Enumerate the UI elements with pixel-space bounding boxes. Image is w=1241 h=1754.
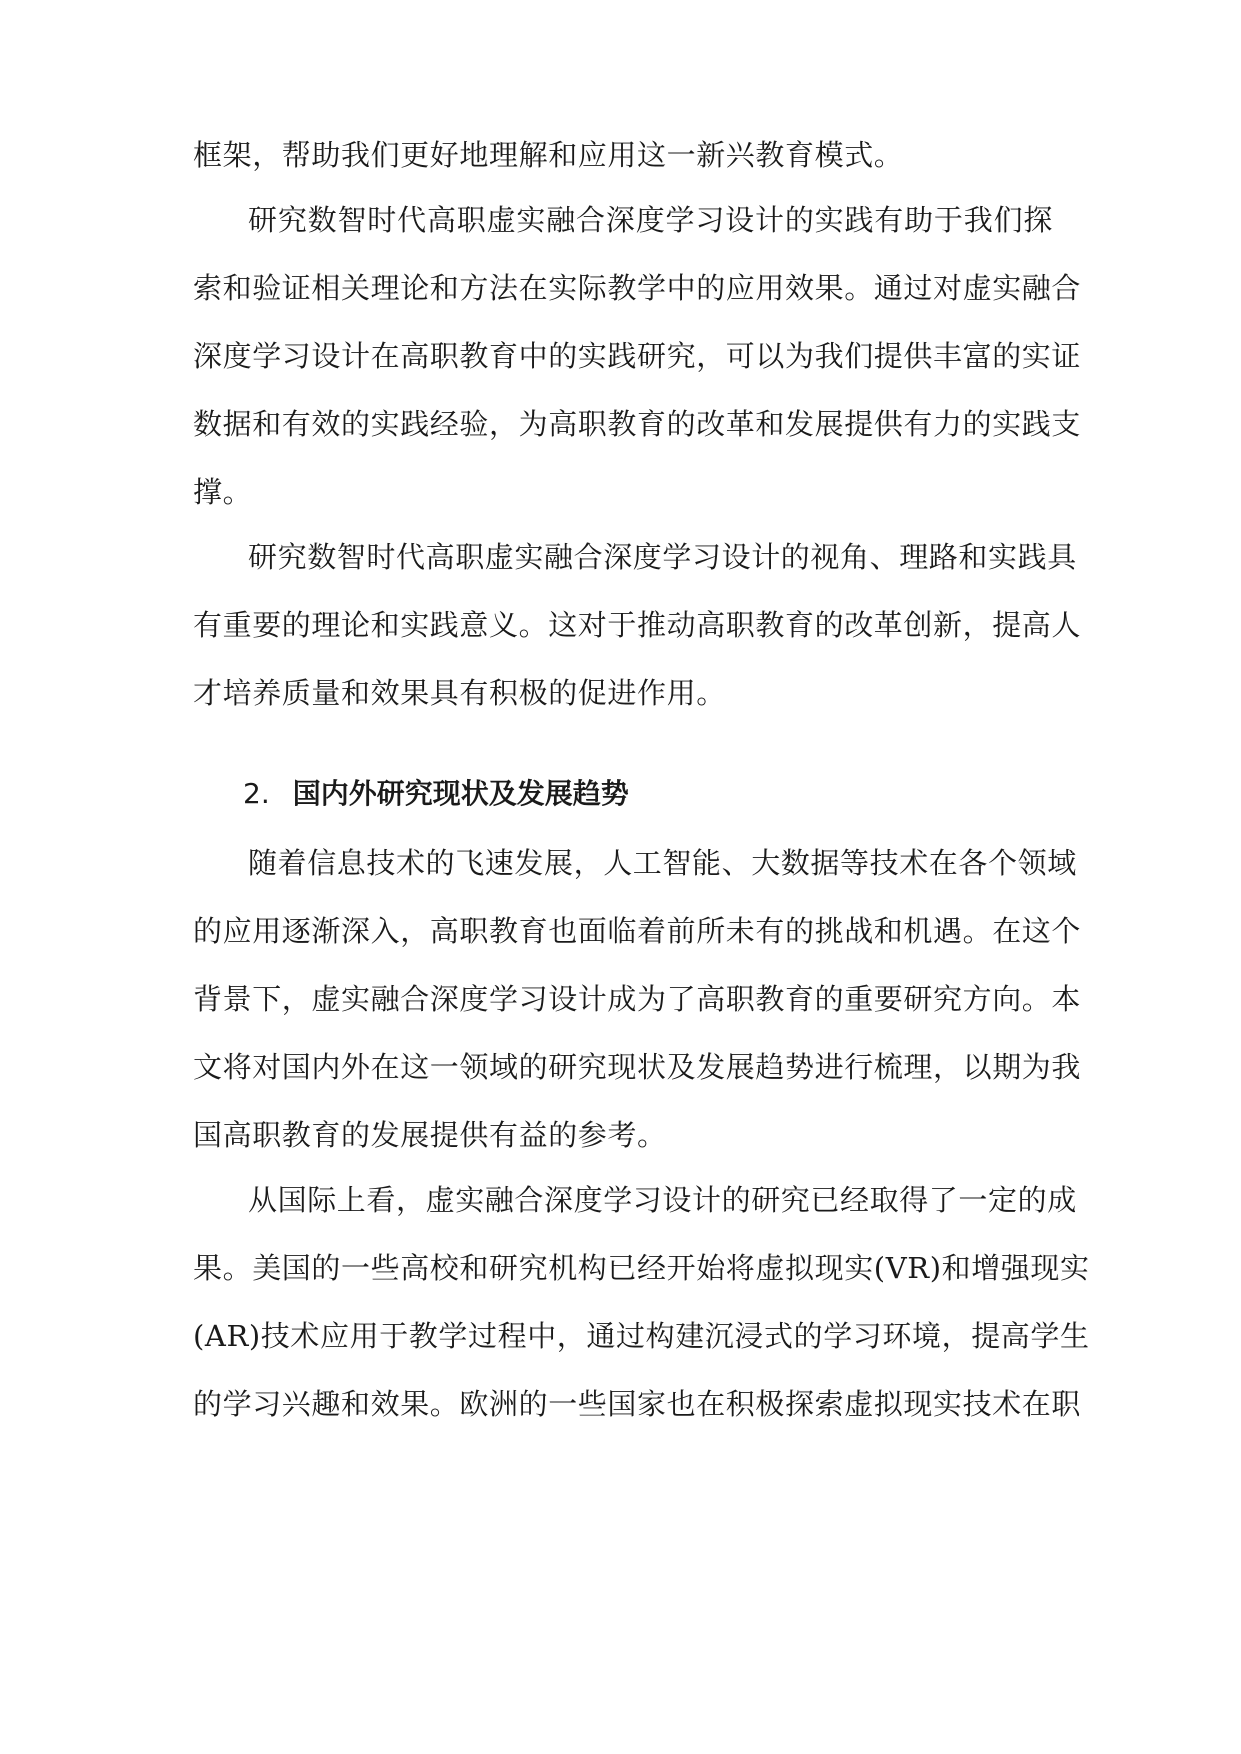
paragraph-line: 背景下，虚实融合深度学习设计成为了高职教育的重要研究方向。本 bbox=[193, 982, 1082, 1016]
paragraph-line: 国高职教育的发展提供有益的参考。 bbox=[193, 1118, 667, 1152]
paragraph-line: (AR)技术应用于教学过程中，通过构建沉浸式的学习环境，提高学生 bbox=[193, 1319, 1090, 1353]
section-number: 2. bbox=[243, 777, 270, 810]
paragraph-line: 才培养质量和效果具有积极的促进作用。 bbox=[193, 676, 726, 710]
paragraph-line: 索和验证相关理论和方法在实际教学中的应用效果。通过对虚实融合 bbox=[193, 271, 1082, 305]
paragraph-line: 随着信息技术的飞速发展，人工智能、大数据等技术在各个领域 bbox=[248, 846, 1077, 880]
paragraph-line: 有重要的理论和实践意义。这对于推动高职教育的改革创新，提高人 bbox=[193, 608, 1082, 642]
section-title: 国内外研究现状及发展趋势 bbox=[292, 777, 629, 810]
paragraph-line: 的应用逐渐深入，高职教育也面临着前所未有的挑战和机遇。在这个 bbox=[193, 914, 1082, 948]
paragraph-line: 研究数智时代高职虚实融合深度学习设计的视角、理路和实践具 bbox=[248, 540, 1077, 574]
section-heading bbox=[243, 774, 1043, 814]
paragraph-line: 文将对国内外在这一领域的研究现状及发展趋势进行梳理，以期为我 bbox=[193, 1050, 1082, 1084]
paragraph-line: 果。美国的一些高校和研究机构已经开始将虚拟现实(VR)和增强现实 bbox=[193, 1251, 1090, 1285]
paragraph-line: 框架，帮助我们更好地理解和应用这一新兴教育模式。 bbox=[193, 138, 904, 172]
paragraph-line: 研究数智时代高职虚实融合深度学习设计的实践有助于我们探 bbox=[248, 203, 1053, 237]
paragraph-line: 数据和有效的实践经验，为高职教育的改革和发展提供有力的实践支 bbox=[193, 407, 1082, 441]
paragraph-line: 从国际上看，虚实融合深度学习设计的研究已经取得了一定的成 bbox=[248, 1183, 1077, 1217]
paragraph-line: 撑。 bbox=[193, 475, 253, 509]
paragraph-line: 深度学习设计在高职教育中的实践研究，可以为我们提供丰富的实证 bbox=[193, 339, 1082, 373]
paragraph-line: 的学习兴趣和效果。欧洲的一些国家也在积极探索虚拟现实技术在职 bbox=[193, 1387, 1082, 1421]
